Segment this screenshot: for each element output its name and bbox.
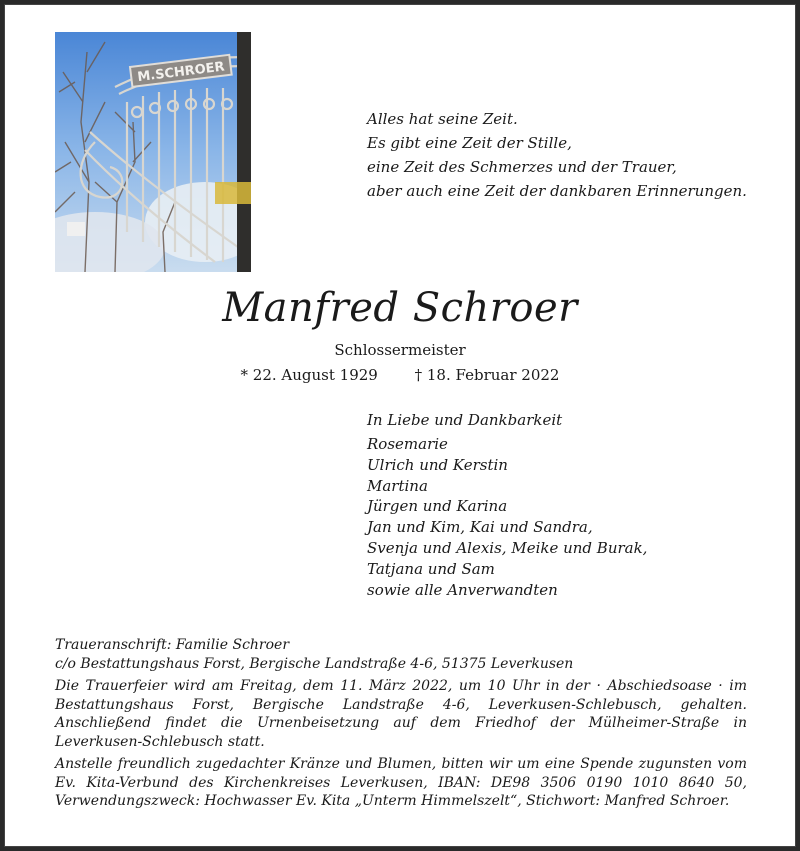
obituary-notice [4, 4, 796, 847]
gate-sign: M.SCHROER [136, 59, 226, 86]
profession: Schlossermeister [334, 341, 466, 359]
memorial-quote [367, 107, 747, 203]
address-line: Traueranschrift: Familie Schroer [55, 637, 290, 653]
quote-line: eine Zeit des Schmerzes und der Trauer, [367, 158, 677, 176]
mourners-intro: In Liebe und Dankbarkeit [367, 411, 563, 429]
mourning-address [55, 636, 747, 673]
mourner-line: Rosemarie [367, 435, 448, 453]
address-line: c/o Bestattungshaus Forst, Bergische Landstraße 4-6, 51375 Leverkusen [55, 655, 574, 672]
life-dates [5, 366, 795, 384]
mourners-section [367, 411, 647, 600]
deceased-name: Manfred Schroer [222, 285, 578, 331]
funeral-details [55, 636, 747, 815]
quote-line: aber auch eine Zeit der dankbaren Erinnerungen. [367, 182, 747, 200]
mourner-line: Tatjana und Sam [367, 559, 495, 578]
mourner-line: Ulrich und Kerstin [367, 455, 508, 474]
gate-photo [55, 32, 251, 272]
donation-request: Anstelle freundlich zugedachter Kränze und Blumen, bitten wir um eine Spende zugunsten vom Ev. Kita-Verbund des Kirchenkreises Leverkusen, IBAN: DE98 3506 0190 1010 8640 50, Verwendungszweck: Hochwasser Ev. Kita „Unterm Himmelszelt“, Stichwort: Manfred Schroer. [55, 756, 747, 809]
quote-line: Es gibt eine Zeit der Stille, [367, 134, 572, 152]
mourner-line: Martina [367, 476, 428, 495]
mourner-line: sowie alle Anverwandten [367, 580, 558, 599]
mourner-line: Jan und Kim, Kai und Sandra, [367, 518, 593, 537]
ceremony-info: Die Trauerfeier wird am Freitag, dem 11. März 2022, um 10 Uhr in der · Abschiedsoase · im Bestattungshaus Forst, Bergische Landstraße 4-6, Leverkusen-Schlebusch, gehalten. Anschließend findet die Urnenbeisetzung auf dem Friedhof der Mülheimer-Straße in Leverkusen-Schlebusch statt. [55, 678, 747, 750]
birth-date: * 22. August 1929 [240, 366, 378, 384]
mourner-line: Jürgen und Karina [367, 497, 508, 516]
quote-line: Alles hat seine Zeit. [367, 110, 518, 128]
mourners-list [367, 434, 647, 600]
death-date: † 18. Februar 2022 [414, 366, 560, 384]
mourner-line: Svenja und Alexis, Meike und Burak, [367, 538, 648, 557]
